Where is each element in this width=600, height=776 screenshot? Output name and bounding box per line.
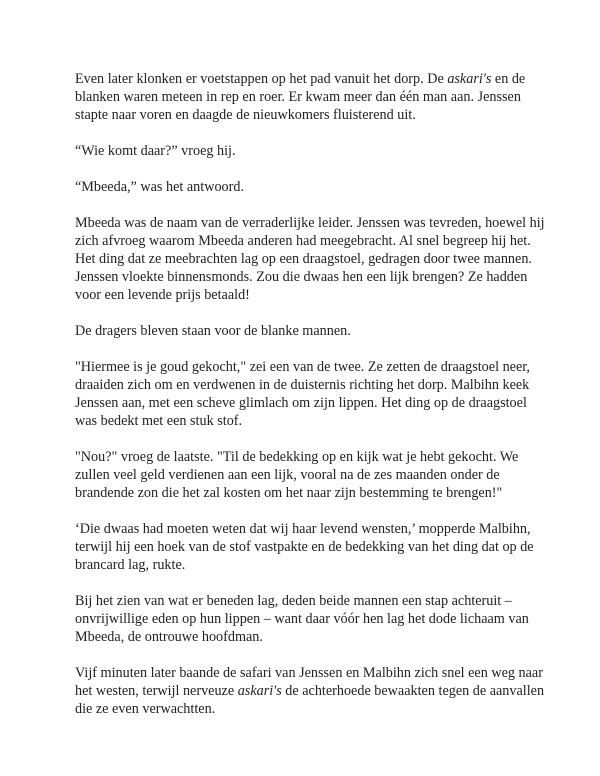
text-segment: de achterhoede bewaakten tegen de aanvallen die ze even verwachtten.	[75, 683, 545, 717]
paragraph	[75, 520, 545, 574]
text-segment: ‘Die dwaas had moeten weten dat wij haar levend wensten,’ mopperde Malbihn, terwijl hij een hoek van de stof vastpakte en de bedekking van het ding dat op de brancard lag, rukte.	[75, 521, 534, 573]
paragraph	[75, 70, 545, 124]
italic-term: askari's	[447, 71, 492, 87]
text-segment: "Nou?" vroeg de laatste. "Til de bedekking op en kijk wat je hebt gekocht. We zullen veel geld verdienen aan een lijk, vooral na de zes maanden onder de brandende zon die het zal kosten om het naar zijn bestemming te brengen!"	[75, 449, 519, 501]
paragraph	[75, 664, 545, 718]
text-segment: en de blanken waren meteen in rep en roer. Er kwam meer dan één man aan. Jenssen stapte naar voren en daagde de nieuwkomers fluisterend uit.	[75, 71, 526, 123]
paragraph	[75, 322, 545, 340]
text-segment: Even later klonken er voetstappen op het pad vanuit het dorp. De	[75, 71, 448, 87]
text-segment: De dragers bleven staan voor de blanke mannen.	[75, 323, 351, 339]
text-segment: “Wie komt daar?” vroeg hij.	[75, 143, 236, 159]
paragraph	[75, 448, 545, 502]
text-segment: Mbeeda was de naam van de verraderlijke leider. Jenssen was tevreden, hoewel hij zich afvroeg waarom Mbeeda anderen had meegebracht. Al snel begreep hij het. Het ding dat ze meebrachten lag op een draagstoel, gedragen door twee mannen. Jenssen vloekte binnensmonds. Zou die dwaas hen een lijk brengen? Ze hadden voor een levende prijs betaald!	[75, 215, 545, 303]
paragraph	[75, 214, 545, 304]
body-text	[75, 70, 545, 736]
text-segment: “Mbeeda,” was het antwoord.	[75, 179, 245, 195]
text-segment: Bij het zien van wat er beneden lag, deden beide mannen een stap achteruit – onvrijwillige eden op hun lippen – want daar vóór hen lag het dode lichaam van Mbeeda, de ontrouwe hoofdman.	[75, 593, 529, 645]
text-segment: "Hiermee is je goud gekocht," zei een van de twee. Ze zetten de draagstoel neer, draaiden zich om en verdwenen in de duisternis richting het dorp. Malbihn keek Jenssen aan, met een scheve glimlach om zijn lippen. Het ding op de draagstoel was bedekt met een stuk stof.	[75, 359, 530, 429]
paragraph	[75, 358, 545, 430]
paragraph	[75, 592, 545, 646]
text-segment: Vijf minuten later baande de safari van Jenssen en Malbihn zich snel een weg naar het westen, terwijl nerveuze	[75, 665, 543, 699]
paragraph	[75, 178, 545, 196]
italic-term: askari's	[237, 683, 282, 699]
paragraph	[75, 142, 545, 160]
